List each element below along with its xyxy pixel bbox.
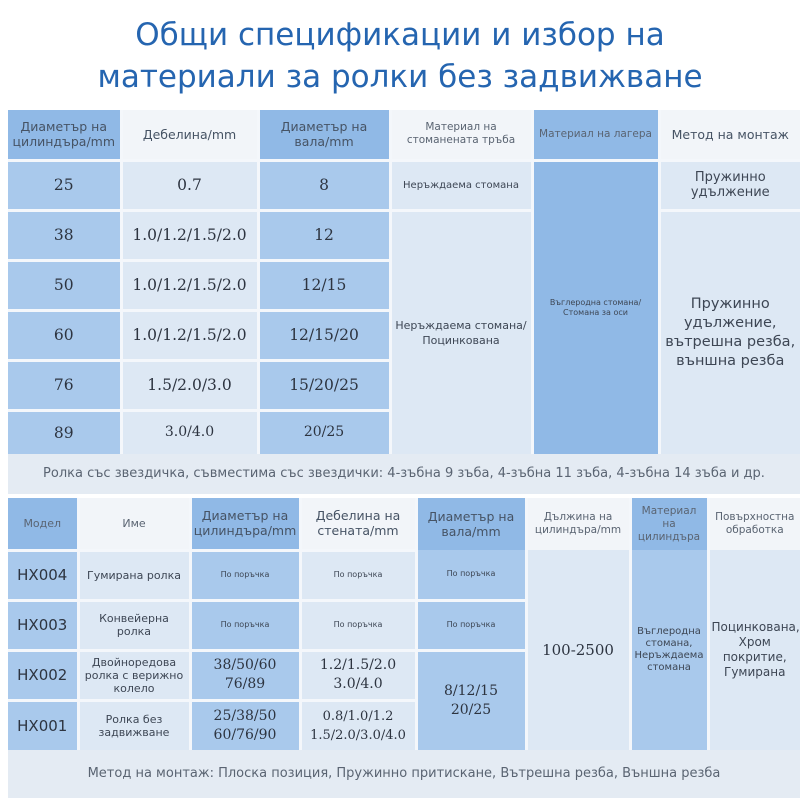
cell-thickness: 1.0/1.2/1.5/2.0 xyxy=(121,210,258,260)
cell-length-merged: 100-2500 xyxy=(526,550,630,750)
page-title xyxy=(0,14,800,98)
cell-thickness: 3.0/4.0 xyxy=(121,410,258,454)
cell-shaft: 12/15 xyxy=(258,260,390,310)
cell-name: Гумирана ролка xyxy=(78,550,190,600)
table-row xyxy=(8,160,800,210)
sprocket-compat-note: Ролка със звездичка, съвместима със звездички: 4-зъбна 9 зъба, 4-зъбна 11 зъба, 4-зъбна 14 зъба и др. xyxy=(8,454,800,494)
cell-shaft: 12/15/20 xyxy=(258,310,390,360)
cell-model: HX003 xyxy=(8,600,78,650)
cell-model: HX001 xyxy=(8,700,78,750)
cell-diameter-line-2: 60/76/90 xyxy=(213,726,277,743)
cell-diameter: По поръчка xyxy=(190,600,300,650)
cell-model: HX004 xyxy=(8,550,78,600)
header-thickness: Дебелина/mm xyxy=(121,110,258,160)
cell-diameter: 38 xyxy=(8,210,121,260)
header-cylinder-diameter: Диаметър на цилиндъра/mm xyxy=(8,110,121,160)
cell-shaft: 8 xyxy=(258,160,390,210)
cell-shaft: 20/25 xyxy=(258,410,390,454)
cell-surface-merged: Поцинкована, Хром покритие, Гумирана xyxy=(708,550,800,750)
cell-shaft: По поръчка xyxy=(416,600,526,650)
cell-shaft-merged xyxy=(416,650,526,750)
cell-diameter: 76 xyxy=(8,360,121,410)
cell-material-merged: Въглеродна стомана, Неръждаема стомана xyxy=(630,550,708,750)
cell-diameter xyxy=(190,650,300,700)
header-surface-treatment: Повърхностна обработка xyxy=(708,498,800,550)
cell-shaft: 12 xyxy=(258,210,390,260)
header-wall-thickness: Дебелина на стената/mm xyxy=(300,498,416,550)
cell-wall xyxy=(300,650,416,700)
table-row xyxy=(8,550,800,600)
cell-name: Двойноредова ролка с верижно колело xyxy=(78,650,190,700)
header-shaft-diameter: Диаметър на вала/mm xyxy=(258,110,390,160)
title-line-1: Общи спецификации и избор на xyxy=(135,17,665,53)
cell-shaft: По поръчка xyxy=(416,550,526,600)
header-cylinder-material: Материал на цилиндъра xyxy=(630,498,708,550)
cell-diameter: 60 xyxy=(8,310,121,360)
cell-diameter-line-1: 38/50/60 xyxy=(213,657,277,673)
header-cylinder-diameter: Диаметър на цилиндъра/mm xyxy=(190,498,300,550)
cell-shaft-line-1: 8/12/15 xyxy=(444,682,498,699)
cell-mount-method-merged: Пружинно удължение, вътрешна резба, външна резба xyxy=(659,210,800,454)
cell-thickness: 1.5/2.0/3.0 xyxy=(121,360,258,410)
title-line-2: материали за ролки без задвижване xyxy=(97,59,703,95)
cell-model: HX002 xyxy=(8,650,78,700)
spec-table-general xyxy=(8,110,800,494)
header-name: Име xyxy=(78,498,190,550)
header-bearing-material: Материал на лагера xyxy=(532,110,659,160)
header-tube-material: Материал на стоманената тръба xyxy=(390,110,532,160)
cell-diameter: 25 xyxy=(8,160,121,210)
cell-thickness: 0.7 xyxy=(121,160,258,210)
cell-thickness: 1.0/1.2/1.5/2.0 xyxy=(121,260,258,310)
cell-wall-line-2: 3.0/4.0 xyxy=(333,676,383,692)
cell-diameter xyxy=(190,700,300,750)
cell-wall xyxy=(300,700,416,750)
cell-tube-material: Неръждаема стомана xyxy=(390,160,532,210)
cell-thickness: 1.0/1.2/1.5/2.0 xyxy=(121,310,258,360)
cell-diameter: 89 xyxy=(8,410,121,454)
cell-mount-method: Пружинно удължение xyxy=(659,160,800,210)
table-header-row xyxy=(8,498,800,550)
cell-wall-line-2: 1.5/2.0/3.0/4.0 xyxy=(310,727,406,743)
table-row xyxy=(8,210,800,260)
cell-diameter: По поръчка xyxy=(190,550,300,600)
header-model: Модел xyxy=(8,498,78,550)
spec-table-models xyxy=(8,498,800,798)
mount-method-note: Метод на монтаж: Плоска позиция, Пружинно притискане, Вътрешна резба, Външна резба xyxy=(8,750,800,798)
header-mount-method: Метод на монтаж xyxy=(659,110,800,160)
table-header-row xyxy=(8,110,800,160)
cell-wall: По поръчка xyxy=(300,600,416,650)
cell-diameter-line-2: 76/89 xyxy=(224,676,266,692)
table-note-row xyxy=(8,454,800,494)
cell-shaft: 15/20/25 xyxy=(258,360,390,410)
cell-wall: По поръчка xyxy=(300,550,416,600)
table-note-row xyxy=(8,750,800,798)
cell-wall-line-1: 0.8/1.0/1.2 xyxy=(322,708,394,724)
cell-shaft-line-2: 20/25 xyxy=(450,701,492,718)
cell-wall-line-1: 1.2/1.5/2.0 xyxy=(319,657,397,673)
cell-diameter-line-1: 25/38/50 xyxy=(213,707,277,724)
cell-name: Конвейерна ролка xyxy=(78,600,190,650)
cell-name: Ролка без задвижване xyxy=(78,700,190,750)
cell-tube-material-merged: Неръждаема стомана/Поцинкована xyxy=(390,210,532,454)
header-shaft-diameter: Диаметър на вала/mm xyxy=(416,498,526,550)
cell-bearing-material-merged: Въглеродна стомана/Стомана за оси xyxy=(532,160,659,454)
header-cylinder-length: Дължина на цилиндъра/mm xyxy=(526,498,630,550)
cell-diameter: 50 xyxy=(8,260,121,310)
